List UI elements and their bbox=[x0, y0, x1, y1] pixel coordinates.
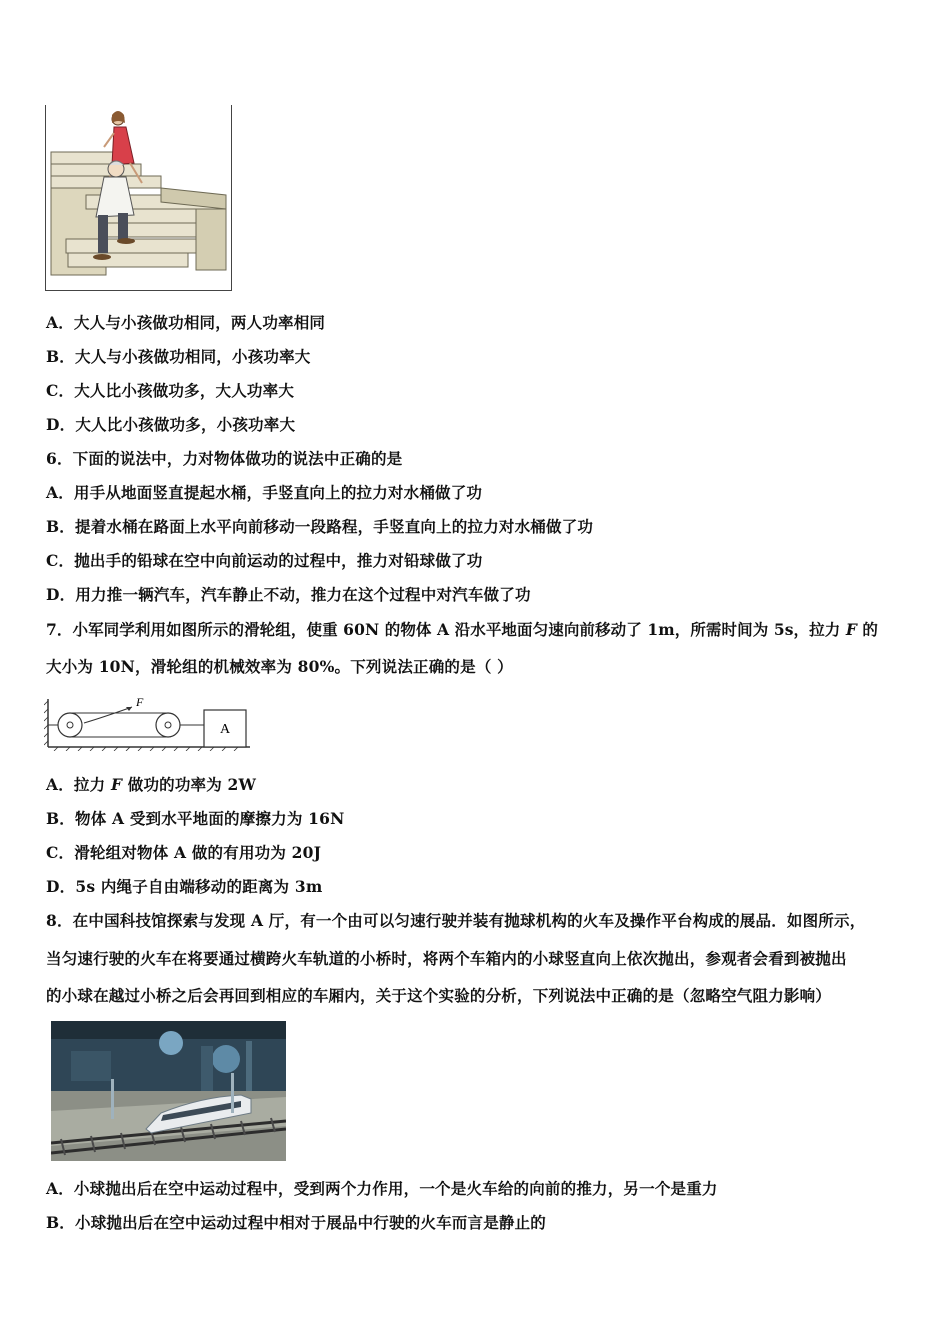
q6-option-a: A．用手从地面竖直提起水桶，手竖直向上的拉力对水桶做了功 bbox=[46, 483, 483, 502]
q7-option-a-prefix: A．拉力 bbox=[46, 775, 111, 794]
q7-stem-tail: 的 bbox=[856, 620, 879, 639]
q7-stem-line1 bbox=[46, 618, 878, 640]
q7-option-a bbox=[46, 773, 256, 795]
q7-option-c: C．滑轮组对物体 A 做的有用功为 20J bbox=[46, 843, 322, 862]
block-label: A bbox=[220, 722, 231, 737]
stairs-figure bbox=[45, 105, 232, 291]
q5-option-b: B．大人与小孩做功相同，小孩功率大 bbox=[46, 347, 311, 366]
q5-option-c: C．大人比小孩做功多，大人功率大 bbox=[46, 381, 295, 400]
pulley-figure bbox=[44, 695, 254, 751]
force-label: F bbox=[136, 695, 144, 709]
pulley-diagram bbox=[44, 695, 254, 751]
q7-force-var: F bbox=[845, 620, 857, 639]
q7-option-a-suffix: 做功的功率为 2W bbox=[122, 775, 257, 794]
train-exhibit-photo bbox=[51, 1021, 286, 1161]
q7-stem-line2: 大小为 10N，滑轮组的机械效率为 80%。下列说法正确的是（ ） bbox=[46, 657, 513, 676]
q6-stem: 6．下面的说法中，力对物体做功的说法中正确的是 bbox=[46, 449, 403, 468]
q8-stem-line3: 的小球在越过小桥之后会再回到相应的车厢内，关于这个实验的分析，下列说法中正确的是（忽略空气阻力影响） bbox=[46, 986, 832, 1005]
q7-option-d: D．5s 内绳子自由端移动的距离为 3m bbox=[46, 877, 323, 896]
q6-option-b: B．提着水桶在路面上水平向前移动一段路程，手竖直向上的拉力对水桶做了功 bbox=[46, 517, 594, 536]
q6-option-c: C．抛出手的铅球在空中向前运动的过程中，推力对铅球做了功 bbox=[46, 551, 483, 570]
q7-stem-text: 7．小军同学利用如图所示的滑轮组，使重 60N 的物体 A 沿水平地面匀速向前移动了 1m，所需时间为 5s，拉力 bbox=[46, 620, 846, 639]
q7-option-b: B．物体 A 受到水平地面的摩擦力为 16N bbox=[46, 809, 345, 828]
q5-option-d: D．大人比小孩做功多，小孩功率大 bbox=[46, 415, 296, 434]
train-exhibit-illustration bbox=[51, 1021, 286, 1161]
q8-stem-line2: 当匀速行驶的火车在将要通过横跨火车轨道的小桥时，将两个车箱内的小球竖直向上依次抛出，参观者会看到被抛出 bbox=[46, 949, 847, 968]
q7-option-a-var: F bbox=[110, 775, 123, 794]
q6-option-d: D．用力推一辆汽车，汽车静止不动，推力在这个过程中对汽车做了功 bbox=[46, 585, 531, 604]
q8-option-b: B．小球抛出后在空中运动过程中相对于展品中行驶的火车而言是静止的 bbox=[46, 1213, 547, 1232]
q5-option-a: A．大人与小孩做功相同，两人功率相同 bbox=[46, 313, 326, 332]
q8-option-a: A．小球抛出后在空中运动过程中，受到两个力作用，一个是火车给的向前的推力，另一个是重力 bbox=[46, 1179, 718, 1198]
stairs-illustration bbox=[46, 105, 230, 289]
q8-stem-line1: 8．在中国科技馆探索与发现 A 厅，有一个由可以匀速行驶并装有抛球机构的火车及操作平台构成的展品．如图所示， bbox=[46, 911, 866, 930]
